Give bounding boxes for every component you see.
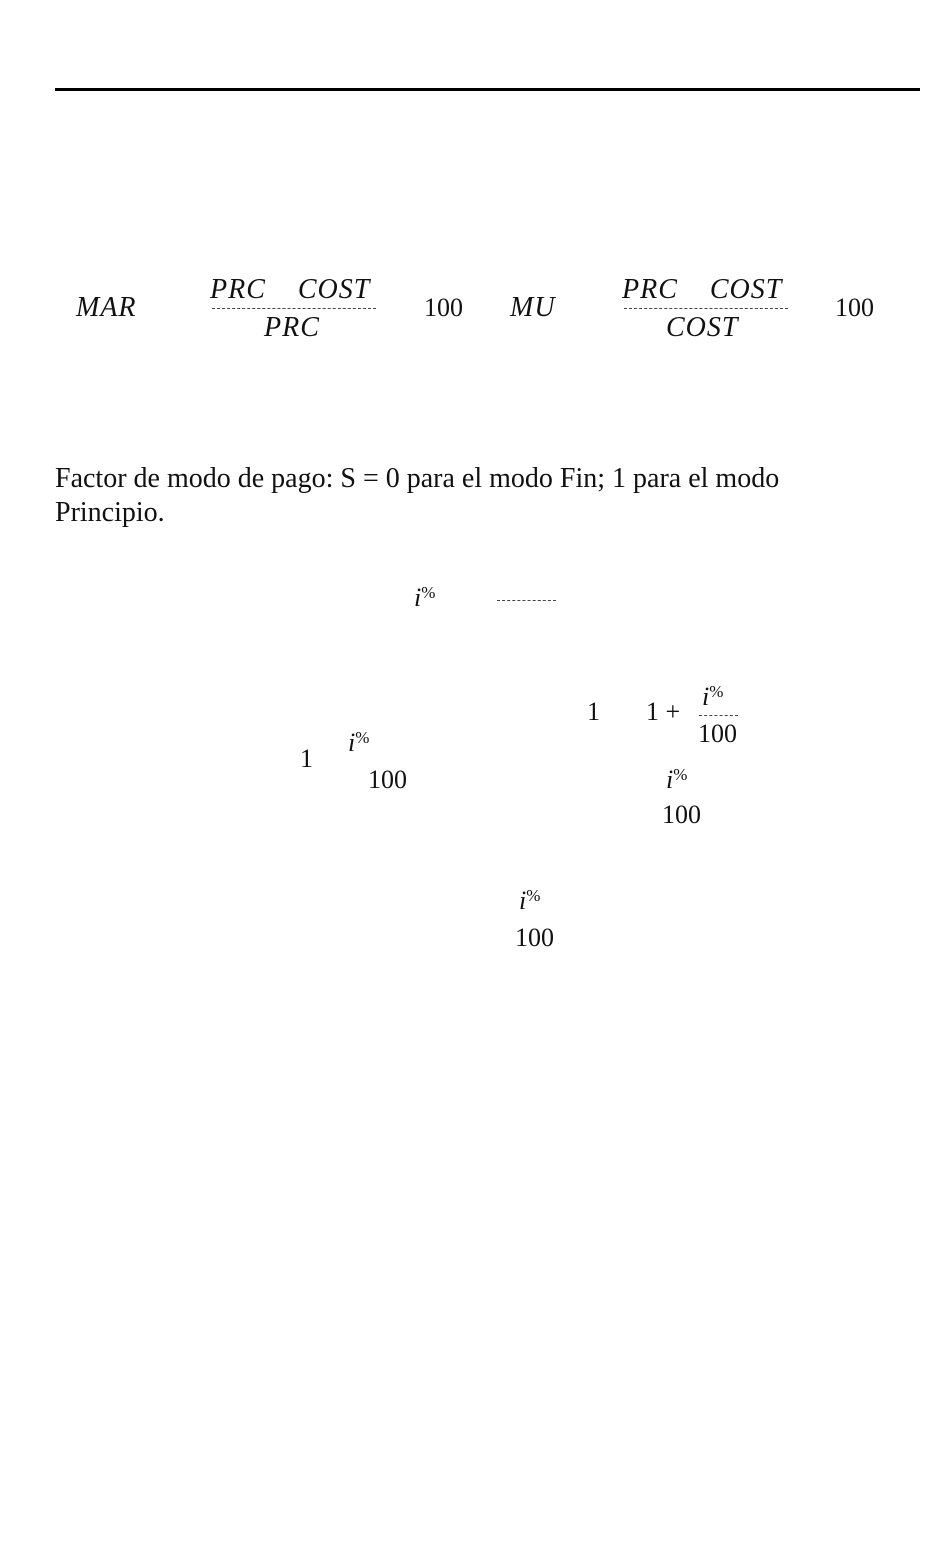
mu-denominator: COST	[666, 312, 739, 343]
right-hundred-2: 100	[662, 800, 701, 829]
left-hundred: 100	[368, 765, 407, 794]
left-one: 1	[300, 744, 313, 773]
mar-factor: 100	[424, 293, 463, 322]
mar-fraction-bar	[212, 308, 376, 309]
interest-symbol: i%	[414, 583, 436, 612]
mar-lhs: MAR	[76, 292, 137, 323]
left-i-percent: i%	[348, 728, 370, 757]
header-rule	[55, 88, 920, 91]
right-hundred: 100	[698, 719, 737, 748]
right-i-percent-2: i%	[666, 765, 688, 794]
payment-mode-paragraph: Factor de modo de pago: S = 0 para el modo Fin; 1 para el modo Principio.	[55, 463, 780, 528]
interest-fraction-bar	[497, 600, 556, 601]
right-one-plus: 1 +	[646, 697, 687, 726]
mu-numerator: PRC COST	[622, 274, 783, 305]
mu-fraction-bar	[624, 308, 788, 309]
right-one: 1	[587, 697, 600, 726]
bottom-i-percent: i%	[519, 886, 541, 915]
mu-factor: 100	[835, 293, 874, 322]
mar-numerator: PRC COST	[210, 274, 371, 305]
right-fraction-bar	[699, 715, 738, 716]
bottom-hundred: 100	[515, 923, 554, 952]
mu-lhs: MU	[510, 292, 556, 323]
right-i-percent: i%	[702, 682, 724, 711]
mar-denominator: PRC	[264, 312, 320, 343]
